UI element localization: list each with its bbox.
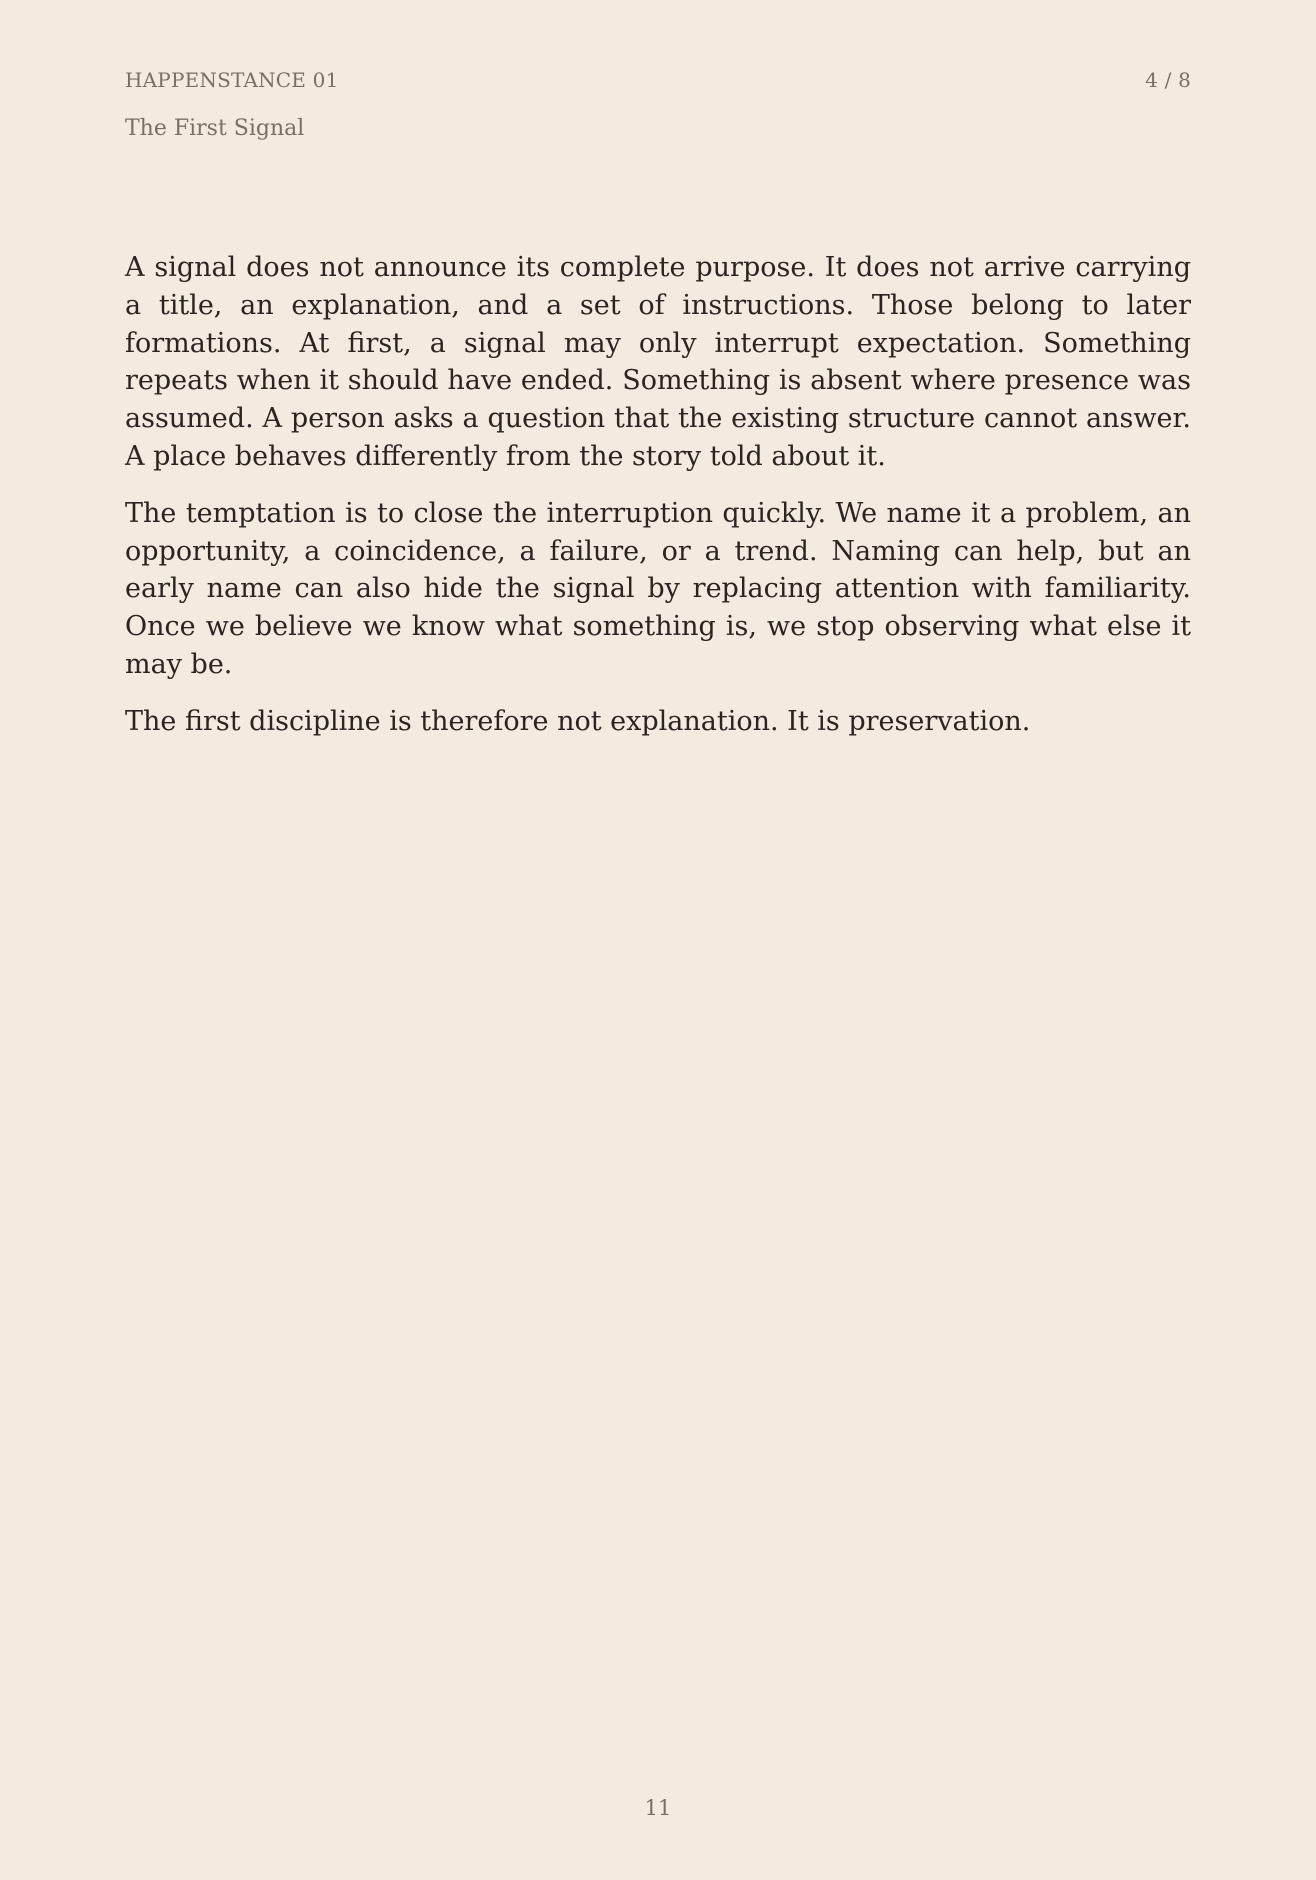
page-number: 11	[644, 1796, 672, 1820]
paragraph: A signal does not announce its complete purpose. It does not arrive carrying a title, an explanation, and a set of instructions. Those belong to later formations. At first, a signal may only interrupt expectation. Something repeats when it should have ended. Something is absent where presence was assumed. A person asks a question that the existing structure cannot answer. A place behaves differently from the story told about it.	[125, 252, 1191, 472]
body-text	[125, 249, 1191, 760]
running-header	[125, 67, 1191, 93]
series-title: HAPPENSTANCE 01	[125, 68, 339, 92]
paragraph: The first discipline is therefore not explanation. It is preservation.	[125, 705, 1031, 737]
chapter-title: The First Signal	[125, 116, 305, 141]
page-progress: 4 / 8	[1145, 68, 1191, 92]
paragraph: The temptation is to close the interruption quickly. We name it a problem, an opportunity, a coincidence, a failure, or a trend. Naming can help, but an early name can also hide the signal by replacing attention with familiarity. Once we believe we know what something is, we stop observing what else it may be.	[125, 497, 1191, 680]
